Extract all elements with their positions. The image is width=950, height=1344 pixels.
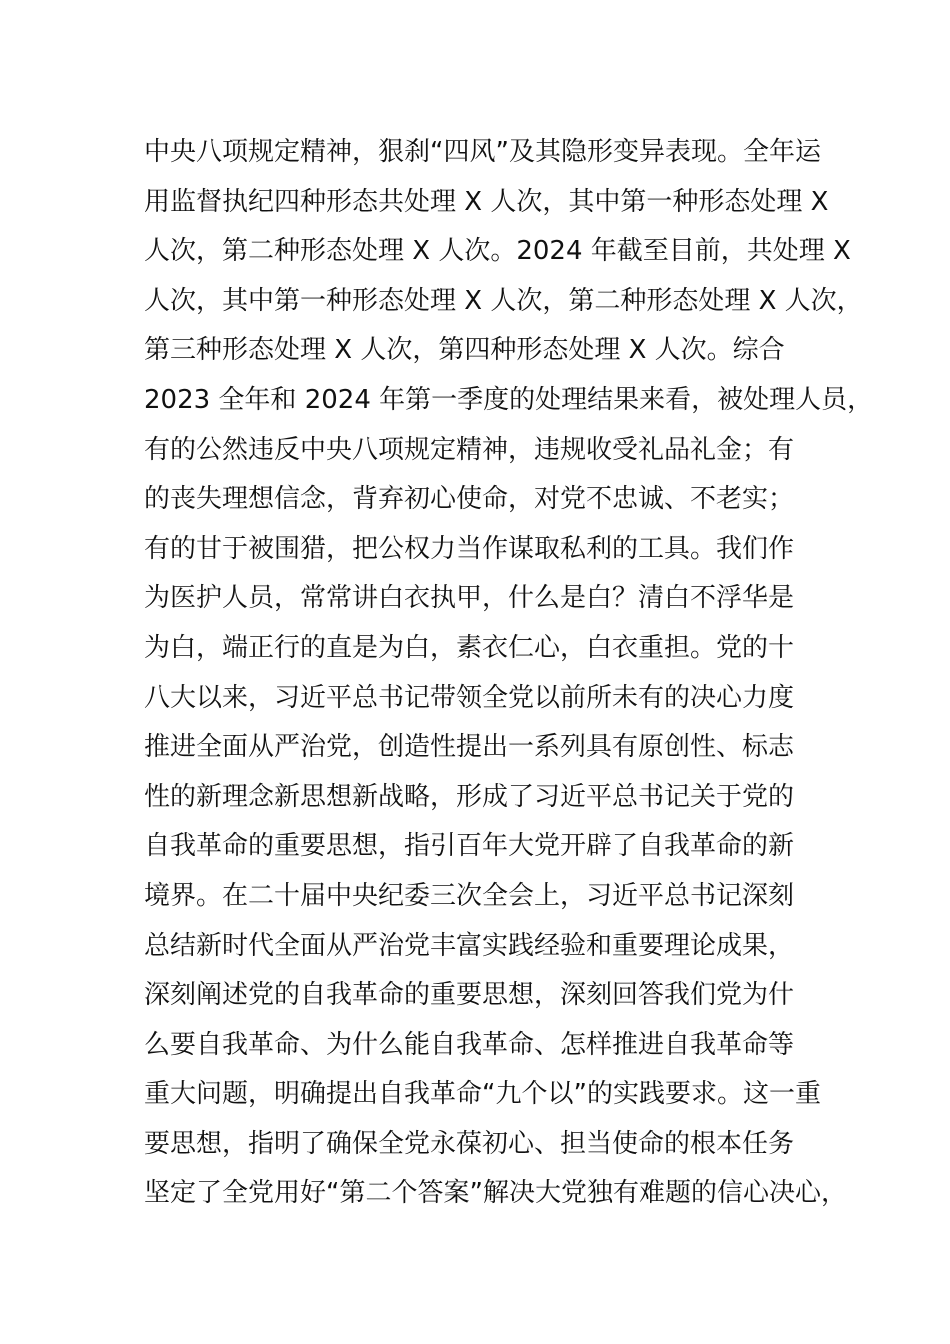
text-line: 总结新时代全面从严治党丰富实践经验和重要理论成果，: [144, 930, 795, 961]
text-line: 有的公然违反中央八项规定精神，违规收受礼品礼金；有: [144, 434, 795, 465]
text-line: 深刻阐述党的自我革命的重要思想，深刻回答我们党为什: [144, 980, 795, 1011]
text-line: 人次，其中第一种形态处理 X 人次，第二种形态处理 X 人次，: [144, 285, 863, 316]
text-line: 八大以来，习近平总书记带领全党以前所未有的决心力度: [144, 682, 795, 713]
text-line: 自我革命的重要思想，指引百年大党开辟了自我革命的新: [144, 831, 795, 862]
text-line: 的丧失理想信念，背弃初心使命，对党不忠诚、不老实；: [144, 484, 795, 515]
text-line: 重大问题，明确提出自我革命“九个以”的实践要求。这一重: [144, 1079, 821, 1110]
text-line: 境界。在二十届中央纪委三次全会上，习近平总书记深刻: [144, 880, 795, 911]
text-line: 第三种形态处理 X 人次，第四种形态处理 X 人次。综合: [144, 335, 785, 366]
text-line: 人次，第二种形态处理 X 人次。2024 年截至目前，共处理 X: [144, 236, 851, 267]
text-line: 为白，端正行的直是为白，素衣仁心，白衣重担。党的十: [144, 632, 795, 663]
body-text: [144, 128, 874, 1219]
text-line: 用监督执纪四种形态共处理 X 人次，其中第一种形态处理 X: [144, 186, 829, 217]
text-line: 有的甘于被围猎，把公权力当作谋取私利的工具。我们作: [144, 533, 795, 564]
text-line: 性的新理念新思想新战略，形成了习近平总书记关于党的: [144, 781, 795, 812]
text-line: 为医护人员，常常讲白衣执甲，什么是白？清白不浮华是: [144, 583, 795, 614]
text-line: 2023 全年和 2024 年第一季度的处理结果来看，被处理人员，: [144, 384, 874, 415]
text-line: 坚定了全党用好“第二个答案”解决大党独有难题的信心决心，: [144, 1178, 847, 1209]
text-line: 要思想，指明了确保全党永葆初心、担当使命的根本任务: [144, 1128, 795, 1159]
text-line: 推进全面从严治党，创造性提出一系列具有原创性、标志: [144, 732, 795, 763]
text-line: 么要自我革命、为什么能自我革命、怎样推进自我革命等: [144, 1029, 795, 1060]
text-line: 中央八项规定精神，狠刹“四风”及其隐形变异表现。全年运: [144, 137, 821, 167]
